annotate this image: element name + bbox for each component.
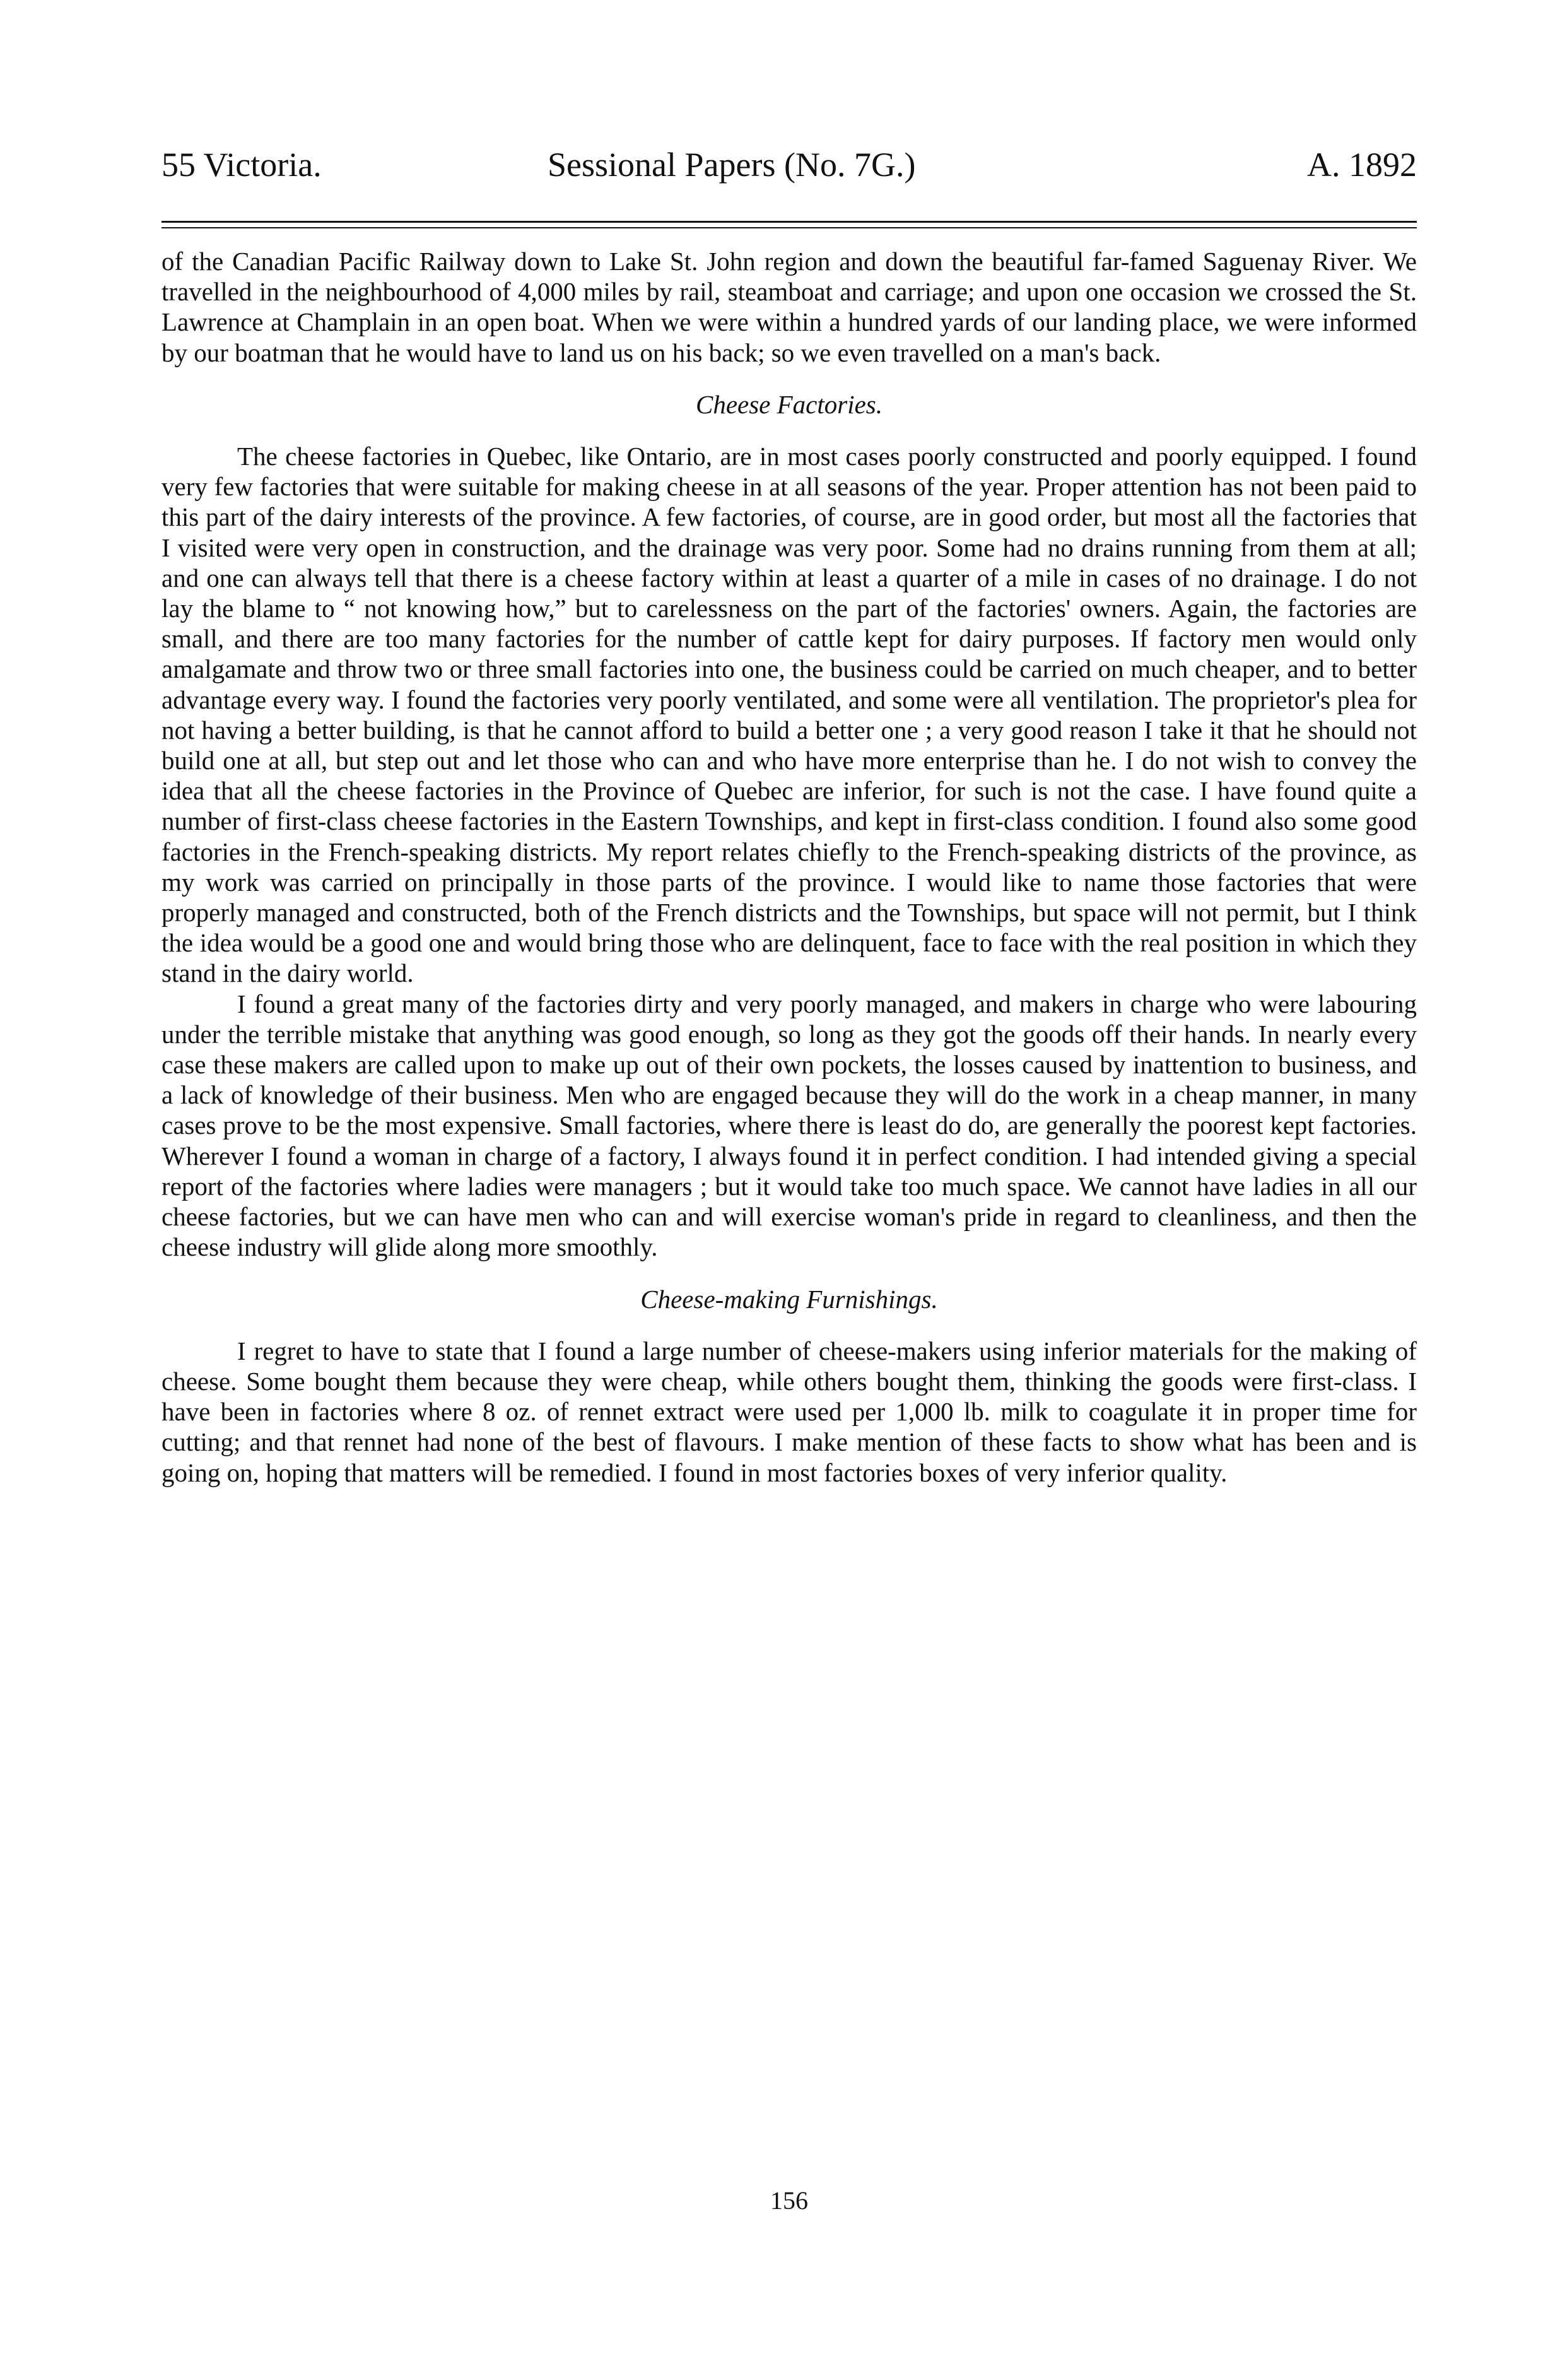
paragraph-factories-construction: The cheese factories in Quebec, like Ontario, are in most cases poorly constructed and poorly equipped. I found very few factories that were suitable for making cheese in at all seasons of the year. Proper attention has not been paid to this part of the dairy interests of the province. A few factories, of course, are in good order, but most all the factories that I visited were very open in construction, and the drainage was very poor. Some had no drains running from them at all; and one can always tell that there is a cheese factory within at least a quarter of a mile in cases of no drainage. I do not lay the blame to “ not knowing how,” but to carelessness on the part of the factories' owners. Again, the factories are small, and there are too many factories for the number of cattle kept for dairy purposes. If factory men would only amalgamate and throw two or three small factories into one, the business could be carried on much cheaper, and to better advantage every way. I found the factories very poorly ventilated, and some were all ventilation. The proprietor's plea for not having a better building, is that he cannot afford to build a better one ; a very good reason I take it that he should not build one at all, but step out and let those who can and who have more enterprise than he. I do not wish to convey the idea that all the cheese factories in the Province of Quebec are inferior, for such is not the case. I have found quite a number of first-class cheese factories in the Eastern Townships, and kept in first-class condition. I found also some good factories in the French-speaking districts. My report relates chiefly to the French-speaking districts of the province, as my work was carried on principally in those parts of the province. I would like to name those factories that were properly managed and constructed, both of the French districts and the Townships, but space will not permit, but I think the idea would be a good one and would bring those who are delinquent, face to face with the real position in which they stand in the dairy world.: [161, 442, 1417, 988]
header-year: A. 1892: [1307, 146, 1417, 184]
page-number: 156: [770, 2186, 808, 2215]
header-title: Sessional Papers (No. 7G.): [548, 146, 916, 184]
paragraph-factories-management: I found a great many of the factories dirty and very poorly managed, and makers in charge who were labouring under the terrible mistake that anything was good enough, so long as they got the goods off their hands. In nearly every case these makers are called upon to make up out of their own pockets, the losses caused by inattention to business, and a lack of knowledge of their business. Men who are engaged because they will do the work in a cheap manner, in many cases prove to be the most expensive. Small factories, where there is least do do, are generally the poorest kept factories. Wherever I found a woman in charge of a factory, I always found it in perfect condition. I had intended giving a special report of the factories where ladies were managers ; but it would take too much space. We cannot have ladies in all our cheese factories, but we can have men who can and will exercise woman's pride in regard to cleanliness, and then the cheese industry will glide along more smoothly.: [161, 989, 1417, 1262]
header-volume: 55 Victoria.: [161, 146, 322, 184]
running-header: [161, 139, 1417, 208]
paragraph-continued: of the Canadian Pacific Railway down to Lake St. John region and down the beautiful far-famed Saguenay River. We travelled in the neighbourhood of 4,000 miles by rail, steamboat and carriage; and upon one occasion we crossed the St. Lawrence at Champlain in an open boat. When we were within a hundred yards of our landing place, we were informed by our boatman that he would have to land us on his back; so we even travelled on a man's back.: [161, 247, 1417, 367]
header-rule: [161, 221, 1417, 228]
section-heading-furnishings: Cheese-making Furnishings.: [640, 1284, 938, 1314]
section-heading-cheese-factories: Cheese Factories.: [695, 389, 883, 419]
body-text: [161, 246, 1417, 1488]
paragraph-furnishings: I regret to have to state that I found a large number of cheese-makers using inferior materials for the making of cheese. Some bought them because they were cheap, while others bought them, thinking the goods were first-class. I have been in factories where 8 oz. of rennet extract were used per 1,000 lb. milk to coagulate it in proper time for cutting; and that rennet had none of the best of flavours. I make mention of these facts to show what has been and is going on, hoping that matters will be remedied. I found in most factories boxes of very inferior quality.: [161, 1336, 1417, 1487]
document-page: [161, 139, 1417, 2215]
